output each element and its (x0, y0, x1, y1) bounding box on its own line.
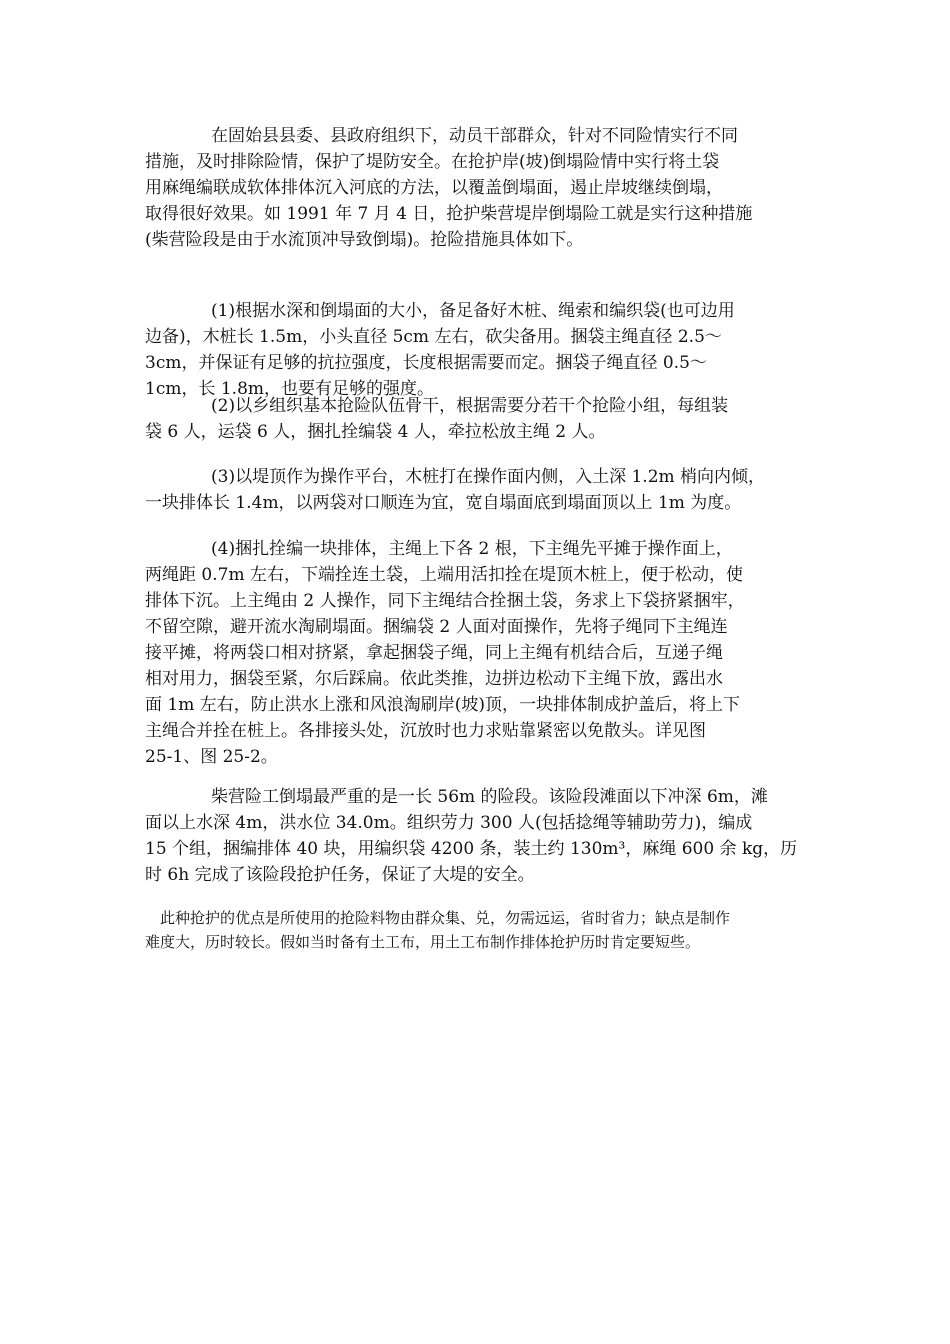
text-line: 此种抢护的优点是所使用的抢险料物由群众集、兑，勿需远运，省时省力；缺点是制作 (160, 909, 731, 927)
text-line: 接平摊，将两袋口相对挤紧，拿起捆袋子绳，同上主绳有机结合后，互递子绳 (145, 643, 723, 663)
text-line: 两绳距 0.7m 左右，下端拴连土袋，上端用活扣拴在堤顶木桩上，便于松动，使 (145, 565, 743, 585)
text-line: 边备)，木桩长 1.5m，小头直径 5cm 左右，砍尖备用。捆袋主绳直径 2.5～ (145, 327, 722, 347)
paragraph-step-2 (145, 393, 810, 445)
paragraph-step-4 (145, 536, 810, 770)
text-line: 时 6h 完成了该险段抢护任务，保证了大堤的安全。 (145, 865, 535, 885)
paragraph-step-3 (145, 464, 810, 516)
text-line: (2)以乡组织基本抢险队伍骨干，根据需要分若干个抢险小组，每组装 (211, 396, 729, 416)
paragraph-evaluation (145, 906, 810, 954)
text-line: (1)根据水深和倒塌面的大小，备足备好木桩、绳索和编织袋(也可边用 (211, 301, 735, 321)
text-line: 不留空隙，避开流水淘刷塌面。捆编袋 2 人面对面操作，先将子绳同下主绳连 (145, 617, 728, 637)
text-line: (4)捆扎拴编一块排体，主绳上下各 2 根，下主绳先平摊于操作面上， (211, 539, 733, 559)
text-line: 柴营险工倒塌最严重的是一长 56m 的险段。该险段滩面以下冲深 6m，滩 (211, 787, 768, 807)
text-line: (3)以堤顶作为操作平台，木桩打在操作面内侧，入土深 1.2m 梢向内倾， (211, 467, 766, 487)
text-line: 措施，及时排除险情，保护了堤防安全。在抢护岸(坡)倒塌险情中实行将土袋 (145, 152, 720, 172)
paragraph-intro (145, 123, 810, 253)
text-line: 一块排体长 1.4m，以两袋对口顺连为宜，宽自塌面底到塌面顶以上 1m 为度。 (145, 493, 742, 513)
paragraph-summary (145, 784, 810, 888)
text-line: 在固始县县委、县政府组织下，动员干部群众，针对不同险情实行不同 (211, 126, 738, 146)
text-line: 袋 6 人，运袋 6 人，捆扎拴编袋 4 人，牵拉松放主绳 2 人。 (145, 422, 606, 442)
text-line: 15 个组，捆编排体 40 块，用编织袋 4200 条，装土约 130m³，麻绳 600 余 kg，历 (145, 839, 798, 859)
text-line: 取得很好效果。如 1991 年 7 月 4 日，抢护柴营堤岸倒塌险工就是实行这种措施 (145, 204, 753, 224)
text-line: 相对用力，捆袋至紧，尔后踩扁。依此类推，边拼边松动下主绳下放，露出水 (145, 669, 723, 689)
paragraph-step-1 (145, 298, 810, 402)
text-line: 主绳合并拴在桩上。各排接头处，沉放时也力求贴靠紧密以免散头。详见图 (145, 721, 706, 741)
text-line: 面 1m 左右，防止洪水上涨和风浪淘刷岸(坡)顶，一块排体制成护盖后，将上下 (145, 695, 741, 715)
text-line: 用麻绳编联成软体排体沉入河底的方法，以覆盖倒塌面，遏止岸坡继续倒塌， (145, 178, 723, 198)
text-line: 难度大，历时较长。假如当时备有土工布，用土工布制作排体抢护历时肯定要短些。 (145, 933, 701, 951)
text-line: 排体下沉。上主绳由 2 人操作，同下主绳结合拴捆土袋，务求上下袋挤紧捆牢， (145, 591, 745, 611)
text-line: 25-1、图 25-2。 (145, 747, 278, 767)
text-line: (柴营险段是由于水流顶冲导致倒塌)。抢险措施具体如下。 (145, 230, 584, 250)
text-line: 面以上水深 4m，洪水位 34.0m。组织劳力 300 人(包括捻绳等辅助劳力)，编成 (145, 813, 753, 833)
text-line: 3cm，并保证有足够的抗拉强度，长度根据需要而定。捆袋子绳直径 0.5～ (145, 353, 707, 373)
text-line: 1cm，长 1.8m，也要有足够的强度。 (145, 379, 435, 399)
